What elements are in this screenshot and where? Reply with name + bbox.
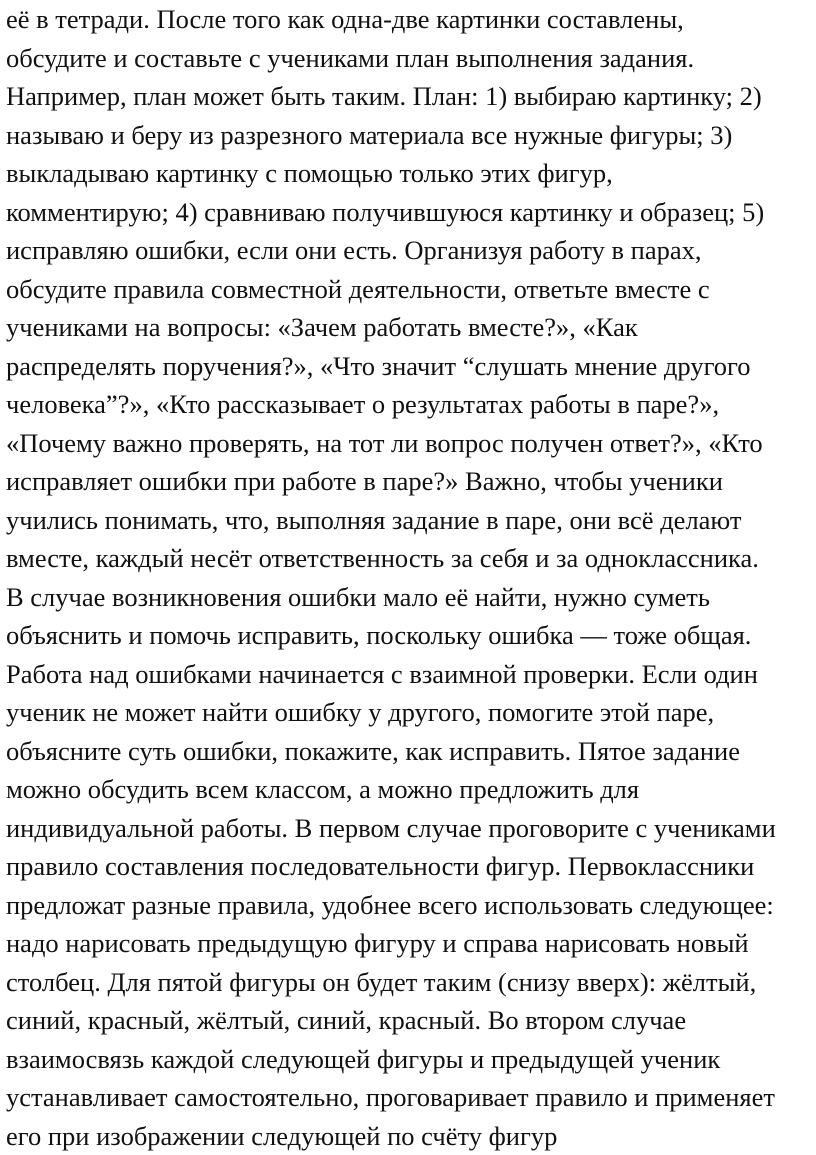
text-line: называю и беру из разрезного материала все нужные фигуры; 3) [6,116,812,155]
text-line: вместе, каждый несёт ответственность за себя и за одноклассника. [6,539,812,578]
text-line: синий, красный, жёлтый, синий, красный. Во втором случае [6,1001,812,1040]
text-line: Например, план может быть таким. План: 1) выбираю картинку; 2) [6,77,812,116]
text-line: надо нарисовать предыдущую фигуру и справа нарисовать новый [6,924,812,963]
text-line: В случае возникновения ошибки мало её найти, нужно суметь [6,578,812,617]
text-line: устанавливает самостоятельно, проговаривает правило и применяет [6,1078,812,1117]
text-line: ученик не может найти ошибку у другого, помогите этой паре, [6,693,812,732]
text-line: комментирую; 4) сравниваю получившуюся картинку и образец; 5) [6,193,812,232]
text-line: учились понимать, что, выполняя задание в паре, они всё делают [6,501,812,540]
text-line: Работа над ошибками начинается с взаимной проверки. Если один [6,655,812,694]
text-line: её в тетради. После того как одна-две картинки составлены, [6,0,812,39]
text-line: «Почему важно проверять, на тот ли вопрос получен ответ?», «Кто [6,424,812,463]
text-line: обсудите и составьте с учениками план выполнения задания. [6,39,812,78]
text-line: объясните суть ошибки, покажите, как исправить. Пятое задание [6,732,812,771]
text-line: исправляю ошибки, если они есть. Организуя работу в парах, [6,231,812,270]
text-line: предложат разные правила, удобнее всего использовать следующее: [6,886,812,925]
text-line: можно обсудить всем классом, а можно предложить для [6,770,812,809]
text-line: распределять поручения?», «Что значит “слушать мнение другого [6,347,812,386]
text-line: выкладываю картинку с помощью только этих фигур, [6,154,812,193]
text-line: правило составления последовательности фигур. Первоклассники [6,847,812,886]
text-line: его при изображении следующей по счёту фигур [6,1117,812,1155]
text-line: столбец. Для пятой фигуры он будет таким (снизу вверх): жёлтый, [6,963,812,1002]
text-line: человека”?», «Кто рассказывает о результатах работы в паре?», [6,385,812,424]
text-line: обсудите правила совместной деятельности, ответьте вместе с [6,270,812,309]
document-page [6,0,812,1155]
text-line: взаимосвязь каждой следующей фигуры и предыдущей ученик [6,1040,812,1079]
text-line: индивидуальной работы. В первом случае проговорите с учениками [6,809,812,848]
text-line: объяснить и помочь исправить, поскольку ошибка — тоже общая. [6,616,812,655]
text-line: учениками на вопросы: «Зачем работать вместе?», «Как [6,308,812,347]
text-line: исправляет ошибки при работе в паре?» Важно, чтобы ученики [6,462,812,501]
